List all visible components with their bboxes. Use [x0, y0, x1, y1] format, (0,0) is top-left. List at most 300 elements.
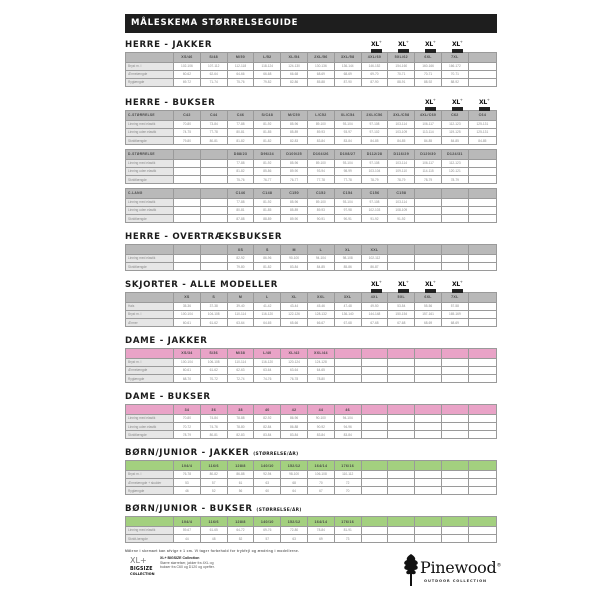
size-header-cell: D104/26 [307, 150, 334, 160]
section-skjorter [125, 278, 497, 327]
table-row [126, 198, 497, 206]
size-header-cell [468, 245, 496, 255]
measurement-cell: 87-88 [227, 215, 254, 223]
size-header-cell: C154 [334, 189, 361, 199]
measurement-cell: 83-84 [281, 262, 308, 270]
size-header-cell [468, 349, 496, 359]
size-header-cell: 3XL/58 [334, 53, 361, 63]
size-header-cell: XS [174, 293, 201, 303]
table-header-row [126, 150, 497, 160]
size-header-cell [388, 349, 415, 359]
measurement-cell [388, 526, 415, 534]
measurement-cell: 97-98 [334, 206, 361, 214]
table-row [126, 78, 497, 86]
measurement-cell: 52 [227, 535, 254, 543]
section-title: SKJORTER - ALLE MODELLER [125, 280, 279, 291]
row-label: Linning uden elastik [126, 422, 174, 430]
measurement-cell: 64-66 [227, 70, 254, 78]
measurement-cell: 84-85 [415, 136, 442, 144]
measurement-cell: 144-148 [361, 310, 388, 318]
measurement-cell: 44 [174, 535, 201, 543]
size-header-cell: 128/8 [227, 461, 254, 471]
row-label: Bryst m. l [126, 470, 174, 478]
measurement-cell: 85-89 [281, 206, 308, 214]
row-label: Skridtlængde [126, 431, 174, 439]
measurement-cell: 113-114 [415, 128, 442, 136]
measurement-cell: 70-80 [174, 120, 201, 128]
measurement-cell [174, 198, 201, 206]
xl-badge-row [125, 38, 497, 52]
measurement-cell: 77-88 [227, 198, 254, 206]
measurement-cell: 83-84 [334, 431, 361, 439]
measurement-cell: 55-56 [415, 302, 442, 310]
measurement-cell [361, 375, 388, 383]
size-header-cell [441, 405, 468, 415]
measurement-cell [334, 375, 361, 383]
measurement-cell: 70 [334, 487, 361, 495]
table-corner-label: C-LANG [126, 189, 174, 199]
measurement-cell: 85-96 [281, 159, 308, 167]
table-header-row [126, 53, 497, 63]
size-header-cell [441, 189, 468, 199]
size-header-cell: C64 [468, 111, 496, 121]
size-header-cell: D116/29 [388, 150, 415, 160]
measurement-cell: 78-80 [227, 422, 254, 430]
measurement-cell: 48 [200, 535, 227, 543]
measurement-cell [200, 176, 227, 184]
measurement-cell: 46 [174, 487, 201, 495]
measurement-cell: 84-85 [468, 136, 496, 144]
measurement-cell: 103-114 [388, 198, 415, 206]
measurement-cell: 93-104 [334, 198, 361, 206]
measurement-cell [388, 535, 415, 543]
size-header-cell: D96/24 [254, 150, 281, 160]
table-row [126, 366, 497, 374]
size-header-cell: S [200, 293, 227, 303]
measurement-cell: 119-125 [441, 128, 468, 136]
table-row [126, 262, 497, 270]
measurement-cell: 72 [334, 479, 361, 487]
table-row [126, 526, 497, 534]
size-header-cell: XL [281, 293, 308, 303]
measurement-cell: 81-85 [254, 206, 281, 214]
size-header-cell: 3XL [334, 293, 361, 303]
measurement-cell: 83-84 [307, 431, 334, 439]
measurement-cell: 146-152 [361, 62, 388, 70]
measurement-cell: 81-91 [334, 526, 361, 534]
brand-tagline: OUTDOOR COLLECTION [424, 579, 487, 583]
measurement-cell [441, 414, 468, 422]
size-table [125, 404, 497, 439]
measurement-cell: 106-117 [415, 120, 442, 128]
measurement-cell: 84-85 [361, 136, 388, 144]
measurement-cell: 97-108 [361, 159, 388, 167]
measurement-cell [361, 535, 388, 543]
measurement-cell: 107-112 [200, 62, 227, 70]
measurement-cell: 97-108 [361, 198, 388, 206]
size-header-cell: C44 [200, 111, 227, 121]
measurement-cell [468, 526, 496, 534]
measurement-cell: 125-131 [468, 128, 496, 136]
measurement-cell [200, 254, 227, 262]
measurement-cell: 61-62 [200, 366, 227, 374]
section-title: DAME - BUKSER [125, 392, 211, 403]
measurement-cell: 76-77 [254, 176, 281, 184]
measurement-cell: 118-124 [254, 62, 281, 70]
measurement-cell: 83-84 [307, 136, 334, 144]
size-header-cell: D100/25 [281, 150, 308, 160]
measurement-cell: 45-46 [307, 302, 334, 310]
measurement-cell [468, 310, 496, 318]
measurement-cell: 57-58 [441, 302, 468, 310]
table-corner-label [126, 349, 174, 359]
table-row [126, 254, 497, 262]
row-label: Skridtlængde [126, 262, 174, 270]
size-header-cell: M/C50 [281, 111, 308, 121]
measurement-cell [388, 262, 415, 270]
measurement-cell: 70 [307, 479, 334, 487]
measurement-cell [200, 206, 227, 214]
section-dame-bukser [125, 390, 497, 439]
measurement-cell: 64 [281, 487, 308, 495]
size-header-cell: L/52 [254, 53, 281, 63]
measurement-cell [468, 422, 496, 430]
measurement-cell: 39-40 [227, 302, 254, 310]
size-header-cell: M [227, 293, 254, 303]
size-header-cell: 104/4 [174, 461, 201, 471]
size-header-cell: 5XL [388, 293, 415, 303]
measurement-cell: 87-90 [334, 78, 361, 86]
measurement-cell: 78-79 [174, 431, 201, 439]
measurement-cell: 70-71 [388, 70, 415, 78]
measurement-cell [334, 358, 361, 366]
measurement-cell: 114-115 [415, 167, 442, 175]
size-header-cell: 5XL/62 [388, 53, 415, 63]
size-header-cell [415, 461, 442, 471]
size-header-cell [388, 405, 415, 415]
measurement-cell: 120-124 [281, 358, 308, 366]
measurement-cell: 85-86 [334, 262, 361, 270]
measurement-cell [415, 526, 442, 534]
section-subtitle: (STØRRELSE/ÅR) [256, 508, 302, 514]
size-header-cell: XS/34 [174, 349, 201, 359]
measurement-cell [468, 215, 496, 223]
measurement-cell: 63-64 [281, 366, 308, 374]
size-header-cell: C150 [281, 189, 308, 199]
table-row [126, 310, 497, 318]
measurement-cell [415, 254, 442, 262]
measurement-cell [441, 206, 468, 214]
xl-logo-line1: BIGSIZE [130, 567, 153, 572]
measurement-cell: 79-80 [227, 262, 254, 270]
table-row [126, 62, 497, 70]
measurement-cell [388, 375, 415, 383]
measurement-cell: 106-108 [200, 358, 227, 366]
section-born-jakker [125, 446, 497, 495]
measurement-cell: 81-92 [254, 198, 281, 206]
table-header-row [126, 245, 497, 255]
measurement-cell [361, 487, 388, 495]
row-label: Linning med elastik [126, 254, 174, 262]
xl-badge-row [125, 96, 497, 110]
measurement-cell: 68-69 [334, 70, 361, 78]
registered-mark: ® [496, 562, 502, 569]
measurement-cell [441, 470, 468, 478]
measurement-cell: 81-92 [254, 120, 281, 128]
measurement-cell: 100-104 [174, 310, 201, 318]
size-header-cell: XXL [307, 293, 334, 303]
measurement-cell: 76-78 [174, 470, 201, 478]
xl-plus-icon: XL+ [371, 279, 383, 291]
measurement-cell [388, 470, 415, 478]
size-header-cell [361, 461, 388, 471]
pinewood-logo [402, 553, 502, 593]
size-header-cell: XS/46 [174, 53, 201, 63]
size-header-cell [200, 189, 227, 199]
measurement-cell: 102-106 [174, 62, 201, 70]
measurement-cell [415, 215, 442, 223]
measurement-cell: 68-70 [174, 375, 201, 383]
size-header-cell: 4XL/C60 [415, 111, 442, 121]
measurement-cell: 91-92 [388, 215, 415, 223]
table-row [126, 176, 497, 184]
measurement-cell: 85-96 [281, 198, 308, 206]
size-table [125, 460, 497, 495]
measurement-cell: 78-79 [441, 176, 468, 184]
xl-plus-icon: XL+ [398, 39, 410, 51]
measurement-cell [468, 62, 496, 70]
measurement-cell: 81-85 [254, 128, 281, 136]
section-herre-bukser [125, 96, 497, 223]
measurement-cell: 82-83 [227, 431, 254, 439]
measurement-cell: 90-100 [281, 254, 308, 262]
table-row [126, 136, 497, 144]
measurement-cell: 108-109 [388, 206, 415, 214]
measurement-cell [441, 262, 468, 270]
measurement-cell: 82-92 [227, 254, 254, 262]
row-label: Ryglængde [126, 375, 174, 383]
xl-bigsize-logo [130, 553, 154, 576]
measurement-cell [441, 375, 468, 383]
size-header-cell [468, 461, 496, 471]
size-header-cell: 116/6 [200, 461, 227, 471]
measurement-cell [415, 479, 442, 487]
measurement-cell: 78-80 [307, 375, 334, 383]
measurement-cell: 83-84 [254, 431, 281, 439]
table-row [126, 535, 497, 543]
measurement-cell: 77-88 [227, 159, 254, 167]
size-header-cell: D124/31 [441, 150, 468, 160]
measurement-cell: 104-108 [200, 310, 227, 318]
measurement-cell: 165-169 [441, 310, 468, 318]
measurement-cell: 86-88 [227, 470, 254, 478]
measurement-cell: 90-92 [307, 422, 334, 430]
measurement-cell: 102-112 [361, 254, 388, 262]
measurement-cell: 67-68 [334, 319, 361, 327]
row-label: Ryglængde [126, 487, 174, 495]
measurement-cell [468, 535, 496, 543]
measurement-cell: 63 [281, 535, 308, 543]
measurement-cell: 57 [200, 479, 227, 487]
measurement-cell [361, 431, 388, 439]
size-header-cell: L/40 [254, 349, 281, 359]
size-header-cell [441, 517, 468, 527]
size-header-cell [334, 349, 361, 359]
table-row [126, 302, 497, 310]
size-table [125, 516, 497, 543]
measurement-cell [468, 431, 496, 439]
measurement-cell: 53 [174, 479, 201, 487]
measurement-cell: 70-71 [415, 70, 442, 78]
size-header-cell: L/C52 [307, 111, 334, 121]
measurement-cell: 80-82 [200, 470, 227, 478]
measurement-cell [441, 422, 468, 430]
measurement-cell: 64-65 [254, 319, 281, 327]
measurement-cell: 150-154 [388, 310, 415, 318]
size-header-cell: C62 [441, 111, 468, 121]
measurement-cell: 65-66 [281, 319, 308, 327]
measurement-cell [174, 159, 201, 167]
measurement-cell [174, 215, 201, 223]
measurement-cell [361, 422, 388, 430]
size-header-cell: 4XL/60 [361, 53, 388, 63]
measurement-cell: 84-85 [388, 136, 415, 144]
row-label: Linning uden elastik [126, 128, 174, 136]
size-header-cell: XL/42 [281, 349, 308, 359]
measurement-cell: 63-64 [254, 366, 281, 374]
measurement-cell: 90-100 [307, 414, 334, 422]
size-header-cell: 128/8 [227, 517, 254, 527]
row-label: Bryst m. l [126, 310, 174, 318]
measurement-cell: 67-68 [388, 319, 415, 327]
measurement-cell [468, 254, 496, 262]
measurement-cell: 97-108 [361, 120, 388, 128]
measurement-cell: 80-81 [200, 431, 227, 439]
measurement-cell [441, 215, 468, 223]
row-label: Ryglængde [126, 78, 174, 86]
size-header-cell: C146 [227, 189, 254, 199]
measurement-cell [468, 479, 496, 487]
size-header-cell: D88/23 [227, 150, 254, 160]
size-header-cell [361, 405, 388, 415]
measurement-cell [441, 254, 468, 262]
size-guide-page [125, 14, 497, 553]
row-label: Skridtlængde [126, 215, 174, 223]
size-header-cell: C42 [174, 111, 201, 121]
measurement-cell [468, 167, 496, 175]
measurement-cell [441, 479, 468, 487]
measurement-cell: 130-136 [307, 62, 334, 70]
measurement-cell [174, 262, 201, 270]
measurement-cell: 93-97 [334, 128, 361, 136]
table-header-row [126, 461, 497, 471]
measurement-cell [415, 358, 442, 366]
size-header-cell: 7XL [441, 53, 468, 63]
measurement-cell: 94-96 [334, 422, 361, 430]
measurement-cell [468, 487, 496, 495]
size-header-cell: 4XL [361, 293, 388, 303]
measurement-cell [468, 302, 496, 310]
measurement-cell [468, 159, 496, 167]
size-header-cell: D120/30 [415, 150, 442, 160]
section-dame-jakker [125, 334, 497, 383]
table-row [126, 358, 497, 366]
measurement-cell: 122-126 [281, 310, 308, 318]
size-header-cell [388, 517, 415, 527]
measurement-cell [174, 206, 201, 214]
measurement-cell: 66-68 [281, 70, 308, 78]
row-label: Skridtlængde [126, 136, 174, 144]
row-label: Linning uden elastik [126, 167, 174, 175]
measurement-cell: 103-114 [388, 120, 415, 128]
row-label: Linning med elastik [126, 198, 174, 206]
xl-plus-icon: XL+ [452, 97, 464, 109]
measurement-cell [388, 366, 415, 374]
measurement-cell: 103-104 [361, 167, 388, 175]
table-corner-label [126, 53, 174, 63]
measurement-cell [441, 535, 468, 543]
measurement-cell: 82-84 [254, 422, 281, 430]
measurement-cell [415, 366, 442, 374]
measurement-cell [388, 431, 415, 439]
measurement-cell: 75-76 [227, 78, 254, 86]
measurement-cell [361, 479, 388, 487]
size-header-cell: C46 [227, 111, 254, 121]
size-header-cell [415, 405, 442, 415]
measurement-cell: 68-69 [307, 70, 334, 78]
measurement-cell: 80-81 [227, 206, 254, 214]
measurement-cell: 62-63 [227, 366, 254, 374]
size-header-cell: C148 [254, 189, 281, 199]
measurement-cell: 120-121 [441, 167, 468, 175]
size-header-cell [468, 517, 496, 527]
measurement-cell: 68 [281, 479, 308, 487]
measurement-cell [468, 414, 496, 422]
measurement-cell [388, 414, 415, 422]
size-header-cell [468, 53, 496, 63]
measurement-cell: 79-82 [254, 78, 281, 86]
measurement-cell: 61 [227, 479, 254, 487]
measurement-cell [174, 167, 201, 175]
size-header-cell: 152/12 [281, 461, 308, 471]
size-header-cell [174, 245, 201, 255]
measurement-cell: 116-120 [254, 310, 281, 318]
measurement-cell [468, 198, 496, 206]
table-row [126, 414, 497, 422]
measurement-cell: 136-144 [334, 62, 361, 70]
measurement-cell: 103-114 [388, 159, 415, 167]
measurement-cell [468, 70, 496, 78]
size-header-cell: L [254, 293, 281, 303]
size-header-cell: 152/12 [281, 517, 308, 527]
size-header-cell: C152 [307, 189, 334, 199]
xl-description [160, 556, 250, 570]
measurement-cell: 81-82 [254, 136, 281, 144]
table-corner-label: D-STØRRELSE [126, 150, 174, 160]
measurement-cell: 109-110 [388, 167, 415, 175]
measurement-cell: 57 [254, 535, 281, 543]
measurement-cell [441, 431, 468, 439]
section-title: BØRN/JUNIOR - JAKKER (STØRRELSE/ÅR) [125, 448, 299, 459]
measurement-cell [415, 470, 442, 478]
measurement-cell [468, 470, 496, 478]
xl-plus-icon: XL+ [398, 279, 410, 291]
table-row [126, 431, 497, 439]
measurement-cell [468, 319, 496, 327]
measurement-cell: 80-81 [227, 128, 254, 136]
measurement-cell: 70-80 [174, 414, 201, 422]
measurement-cell: 77-78 [307, 176, 334, 184]
